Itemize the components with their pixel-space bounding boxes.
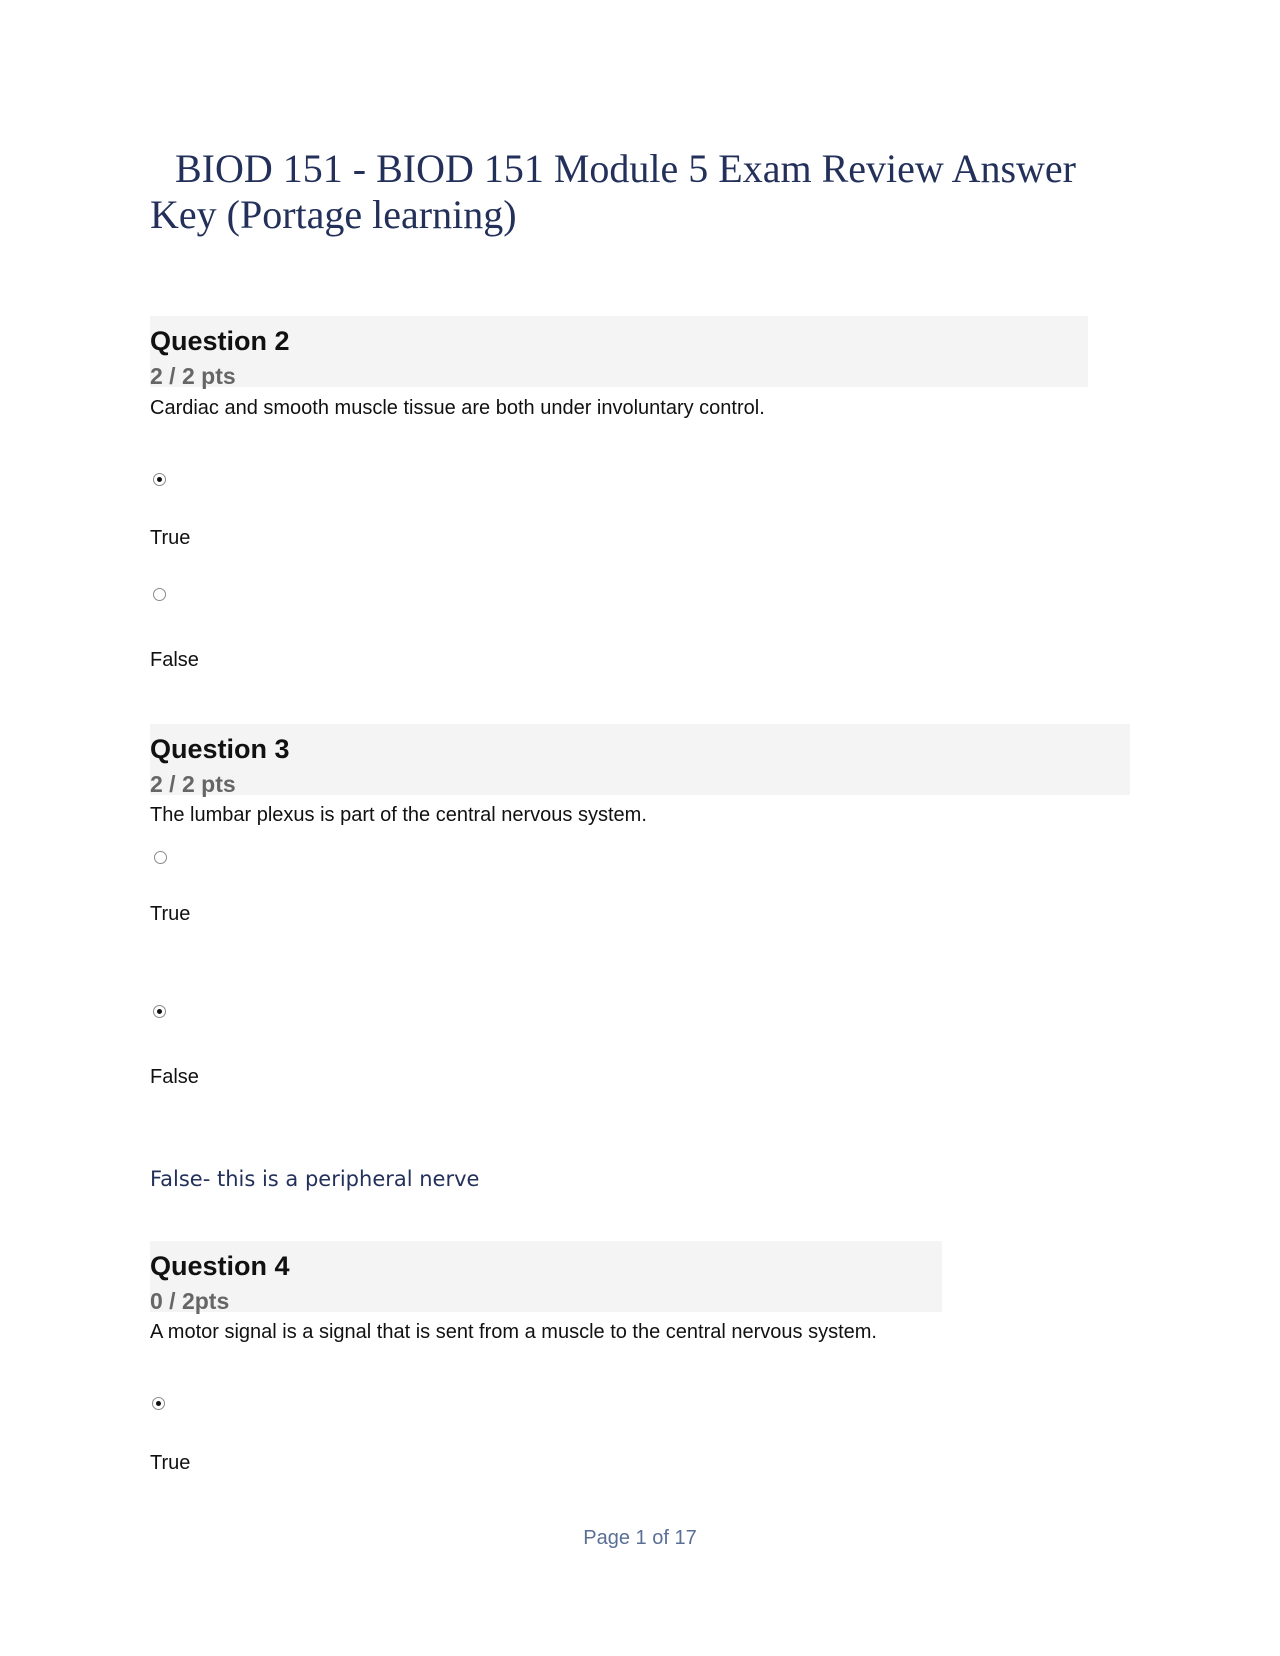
option-label-false: False <box>150 649 199 671</box>
question-points: 2 / 2 pts <box>150 363 236 389</box>
question-title: Question 3 <box>150 734 290 764</box>
radio-button-true[interactable] <box>154 851 167 864</box>
question-header-3 <box>150 724 1130 795</box>
option-label-true: True <box>150 903 191 925</box>
page-number: Page 1 of 17 <box>583 1527 697 1549</box>
radio-button-false[interactable] <box>153 588 166 601</box>
answer-note: False- this is a peripheral nerve <box>150 1167 480 1191</box>
option-label-true: True <box>150 1452 191 1474</box>
question-text: A motor signal is a signal that is sent from a muscle to the central nervous system. <box>150 1321 877 1343</box>
option-label-false: False <box>150 1066 199 1088</box>
question-title: Question 2 <box>150 326 290 356</box>
question-points: 2 / 2 pts <box>150 771 236 797</box>
radio-button-false[interactable] <box>153 1005 166 1018</box>
question-header-2 <box>150 316 1088 387</box>
radio-button-true[interactable] <box>153 473 166 486</box>
question-text: Cardiac and smooth muscle tissue are both under involuntary control. <box>150 397 765 419</box>
question-title: Question 4 <box>150 1251 290 1281</box>
document-title: BIOD 151 - BIOD 151 Module 5 Exam Review Answer Key (Portage learning) <box>150 146 1076 237</box>
question-text: The lumbar plexus is part of the central nervous system. <box>150 804 647 826</box>
question-points: 0 / 2pts <box>150 1288 230 1314</box>
radio-button-true[interactable] <box>152 1397 165 1410</box>
option-label-true: True <box>150 527 191 549</box>
